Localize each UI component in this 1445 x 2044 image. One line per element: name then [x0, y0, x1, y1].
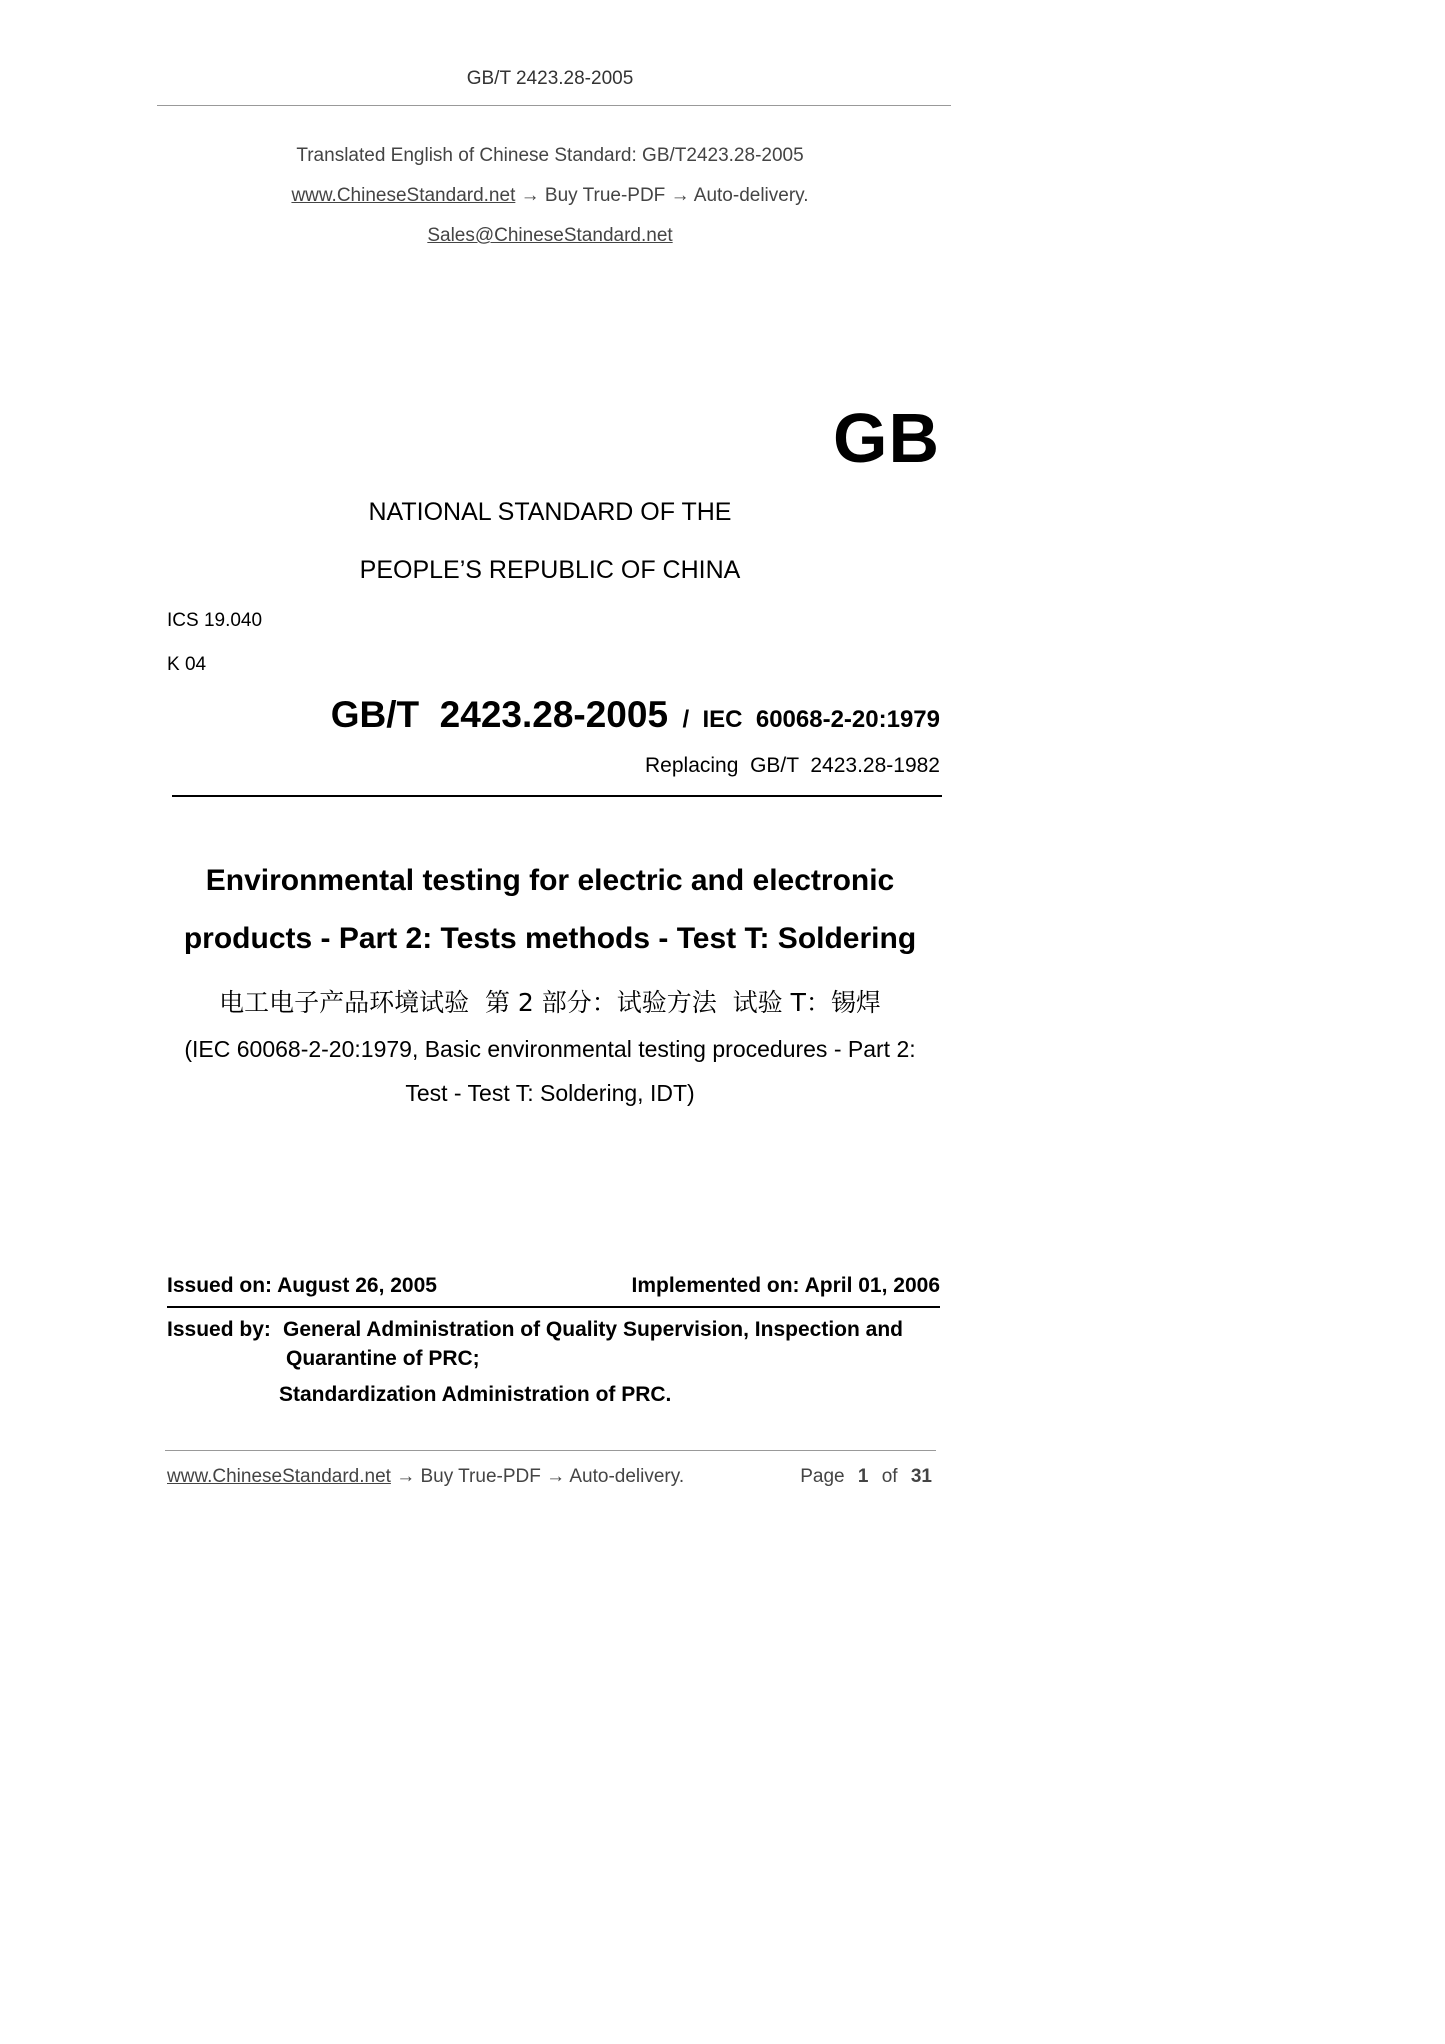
- page-label: Page: [800, 1466, 845, 1487]
- footer-buy-text: → Buy True-PDF → Auto-delivery.: [396, 1466, 685, 1487]
- email-link[interactable]: Sales@ChineseStandard.net: [427, 225, 673, 246]
- chinese-title: 电工电子产品环境试验 第 2 部分：试验方法 试验 T：锡焊: [219, 988, 881, 1017]
- standard-number: GB/T 2423.28-2005: [330, 694, 669, 735]
- standard-code: [331, 694, 940, 736]
- page-total: 31: [910, 1466, 932, 1487]
- code-rule: [172, 795, 942, 797]
- issued-by-label: Issued by:: [167, 1318, 271, 1341]
- iec-reference: / IEC 60068-2-20:1979: [682, 706, 940, 733]
- promo-email-line: [0, 225, 1100, 247]
- issued-by-org2: Standardization Administration of PRC.: [279, 1383, 672, 1406]
- title-line1: Environmental testing for electric and electronic: [205, 864, 895, 897]
- replacing-standard: Replacing GB/T 2423.28-1982: [645, 754, 940, 777]
- footer-rule: [165, 1450, 936, 1451]
- of-label: of: [881, 1466, 898, 1487]
- implemented-on: Implemented on: April 01, 2006: [631, 1274, 940, 1297]
- title-line2: products - Part 2: Tests methods - Test T: Soldering: [183, 922, 917, 955]
- promo-buy-line: [0, 185, 1100, 207]
- national-standard-line2: PEOPLE’S REPUBLIC OF CHINA: [359, 556, 741, 584]
- issued-by-org1-cont: Quarantine of PRC;: [286, 1347, 480, 1370]
- promo-buy-text: → Buy True-PDF → Auto-delivery.: [520, 185, 809, 206]
- page-indicator: [800, 1466, 932, 1488]
- footer-promo: [167, 1466, 684, 1488]
- national-standard-line1: NATIONAL STANDARD OF THE: [368, 498, 732, 526]
- gb-logo: GB: [833, 399, 940, 477]
- footer-site-link[interactable]: www.ChineseStandard.net: [167, 1466, 391, 1487]
- dates-rule: [167, 1306, 940, 1308]
- k-code: K 04: [167, 654, 207, 675]
- running-header: GB/T 2423.28-2005: [466, 68, 634, 89]
- ics-code: ICS 19.040: [167, 610, 263, 631]
- iec-title-line2: Test - Test T: Soldering, IDT): [405, 1080, 695, 1106]
- header-rule: [157, 105, 951, 106]
- page-number: 1: [857, 1466, 869, 1487]
- promo-line: Translated English of Chinese Standard: GB/T2423.28-2005: [296, 145, 804, 166]
- site-link[interactable]: www.ChineseStandard.net: [291, 185, 516, 206]
- issued-by-org1: General Administration of Quality Supervision, Inspection and: [283, 1318, 903, 1341]
- iec-title-line1: (IEC 60068-2-20:1979, Basic environmental testing procedures - Part 2:: [184, 1036, 916, 1062]
- issued-on: Issued on: August 26, 2005: [167, 1274, 437, 1297]
